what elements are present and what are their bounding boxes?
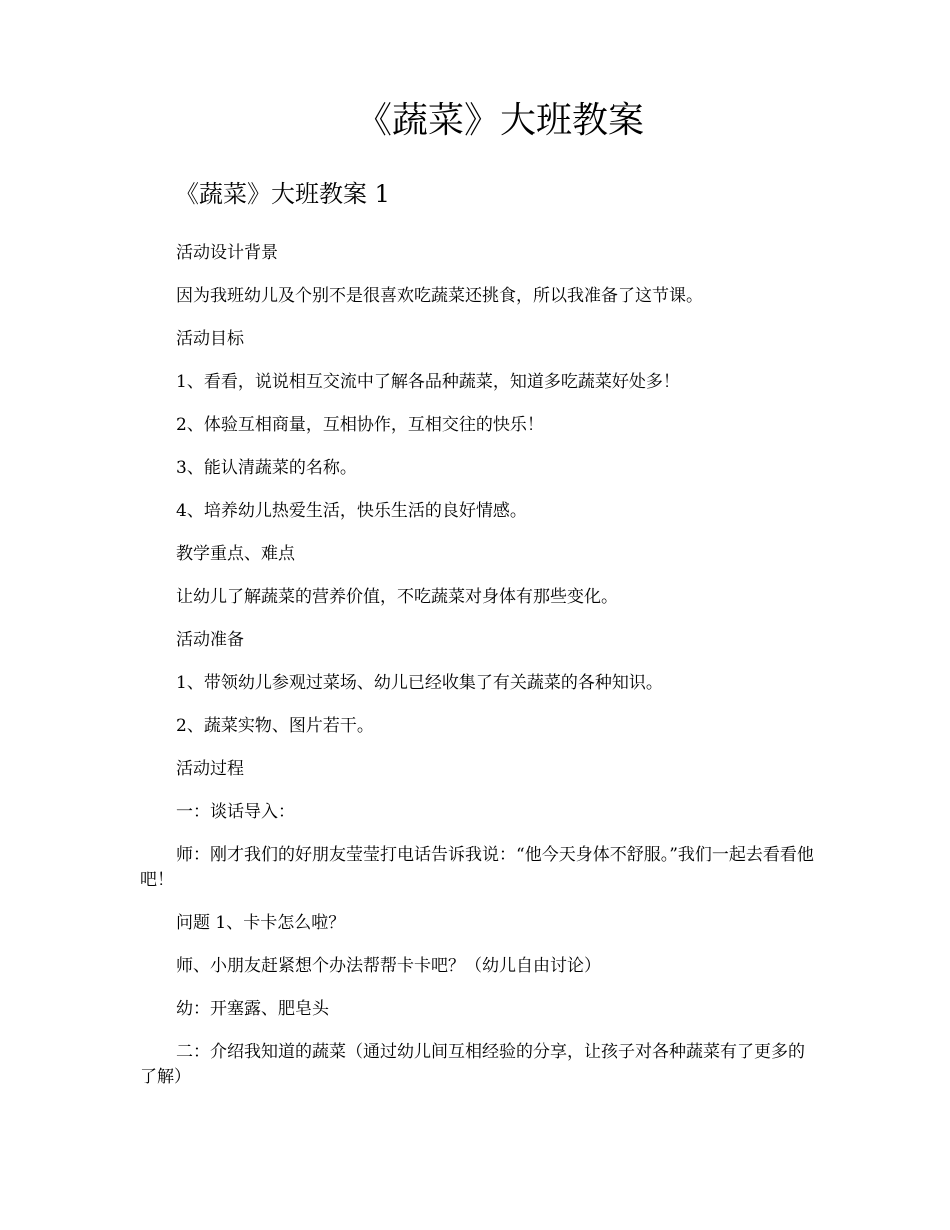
paragraph: 一：谈话导入： xyxy=(176,802,295,822)
paragraph: 让幼儿了解蔬菜的营养价值，不吃蔬菜对身体有那些变化。 xyxy=(176,587,618,607)
paragraph: 因为我班幼儿及个别不是很喜欢吃蔬菜还挑食，所以我准备了这节课。 xyxy=(176,286,703,306)
paragraph: 活动准备 xyxy=(176,630,244,650)
paragraph: 教学重点、难点 xyxy=(176,544,295,564)
paragraph: 3、能认清蔬菜的名称。 xyxy=(176,458,357,478)
paragraph: 1、看看，说说相互交流中了解各品种蔬菜，知道多吃蔬菜好处多！ xyxy=(176,372,680,392)
paragraph: 2、蔬菜实物、图片若干。 xyxy=(176,716,374,736)
paragraph: 活动设计背景 xyxy=(176,243,278,263)
paragraph: 活动目标 xyxy=(176,329,244,349)
section-title: 《蔬菜》大班教案 1 xyxy=(175,180,390,208)
paragraph: 师、小朋友赶紧想个办法帮帮卡卡吧？（幼儿自由讨论） xyxy=(176,956,601,976)
document-body xyxy=(140,241,820,1108)
paragraph: 活动过程 xyxy=(176,759,244,779)
paragraph: 问题 1、卡卡怎么啦？ xyxy=(176,913,346,933)
paragraph: 2、体验互相商量，互相协作，互相交往的快乐！ xyxy=(176,415,544,435)
paragraph: 4、培养幼儿热爱生活，快乐生活的良好情感。 xyxy=(176,501,527,521)
paragraph: 幼：开塞露、肥皂头 xyxy=(176,999,329,1019)
paragraph: 二：介绍我知道的蔬菜（通过幼儿间互相经验的分享，让孩子对各种蔬菜有了更多的了解） xyxy=(140,1042,805,1087)
paragraph: 1、带领幼儿参观过菜场、幼儿已经收集了有关蔬菜的各种知识。 xyxy=(176,673,663,693)
paragraph: 师：刚才我们的好朋友莹莹打电话告诉我说：“他今天身体不舒服。”我们一起去看看他吧！ xyxy=(140,845,814,890)
document-title: 《蔬菜》大班教案 xyxy=(355,100,644,141)
